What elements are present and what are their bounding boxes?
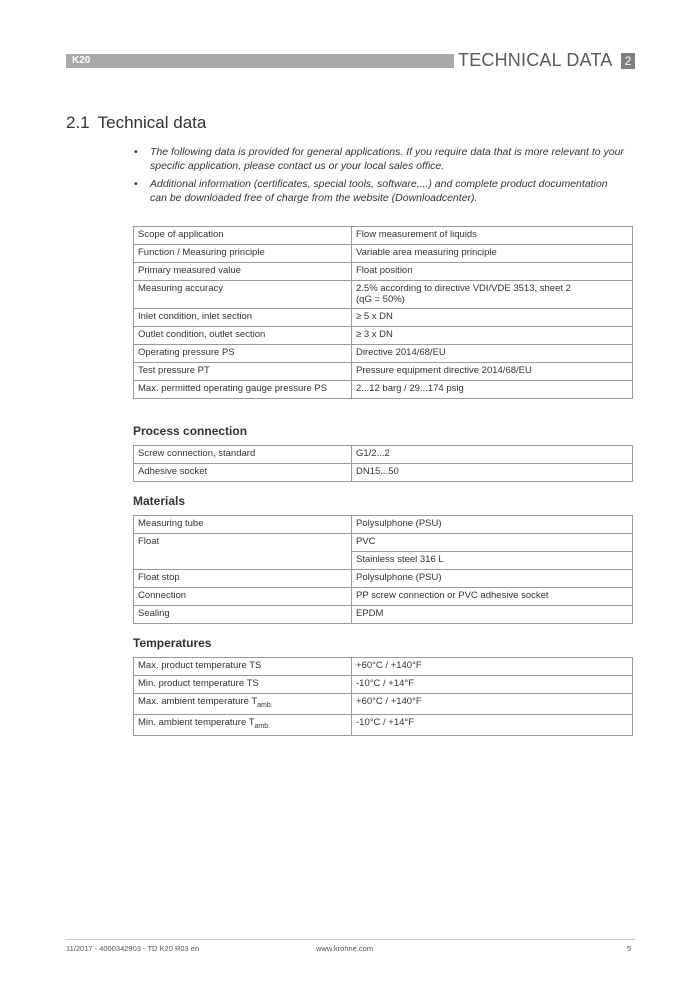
table-value: PVC (352, 534, 633, 552)
table-value: Directive 2014/68/EU (352, 345, 633, 363)
section-title: Technical data (97, 113, 207, 132)
process-connection-heading: Process connection (133, 424, 248, 438)
process-connection-table (133, 445, 633, 482)
bullet-icon: • (134, 146, 138, 158)
table-value: Stainless steel 316 L (352, 552, 633, 570)
table-value: Pressure equipment directive 2014/68/EU (352, 363, 633, 381)
table-row (134, 588, 633, 606)
section-heading (66, 113, 206, 133)
bullet-item: • Additional information (certificates, special tools, software,...) and complete product documentation can be downloaded free of charge from the website (Downloadcenter). (134, 178, 608, 204)
table-value: -10°C / +14°F (352, 714, 633, 735)
table-value: G1/2...2 (352, 446, 633, 464)
table-value: DN15...50 (352, 464, 633, 482)
table-row (134, 327, 633, 345)
table-row (134, 606, 633, 624)
header-bar (66, 54, 454, 68)
materials-table (133, 515, 633, 624)
section-number: 2.1 (66, 113, 90, 132)
page-header (66, 52, 635, 70)
chapter-title: TECHNICAL DATA (458, 50, 613, 70)
bullet-item: • The following data is provided for general applications. If you require data that is more relevant to your specific application, please contact us or your local sales office. (134, 146, 624, 172)
table-key: Max. permitted operating gauge pressure PS (134, 381, 352, 399)
footer-doc-id: 11/2017 - 4000342903 - TD K20 R03 en (66, 944, 200, 953)
table-row (134, 309, 633, 327)
temperatures-table (133, 657, 633, 736)
table-value: 2...12 barg / 29...174 psig (352, 381, 633, 399)
table-key: Sealing (134, 606, 352, 624)
table-key: Max. product temperature TS (134, 658, 352, 676)
table-row (134, 658, 633, 676)
general-data-table (133, 226, 633, 399)
table-row (134, 694, 633, 715)
table-key: Primary measured value (134, 263, 352, 281)
table-value: -10°C / +14°F (352, 676, 633, 694)
table-key: Float (134, 534, 352, 570)
table-key: Scope of application (134, 227, 352, 245)
table-key: Function / Measuring principle (134, 245, 352, 263)
table-row (134, 570, 633, 588)
table-row (134, 714, 633, 735)
table-key: Max. ambient temperature $T_{amb.}$ (134, 694, 352, 715)
table-row (134, 281, 633, 309)
materials-heading: Materials (133, 494, 186, 508)
table-key: Min. ambient temperature $T_{amb.}$ (134, 714, 352, 735)
table-value: +60°C / +140°F (352, 694, 633, 715)
table-value: Flow measurement of liquids (352, 227, 633, 245)
table-value: 2.5% according to directive VDI/VDE 3513, sheet 2 (qG = 50%) (352, 281, 633, 309)
table-row (134, 245, 633, 263)
table-key: Connection (134, 588, 352, 606)
table-key: Test pressure PT (134, 363, 352, 381)
table-key: Float stop (134, 570, 352, 588)
table-key: Screw connection, standard (134, 446, 352, 464)
table-row (134, 227, 633, 245)
table-row (134, 381, 633, 399)
table-key: Measuring tube (134, 516, 352, 534)
temperatures-heading: Temperatures (133, 636, 212, 650)
table-value: ≥ 3 x DN (352, 327, 633, 345)
table-row (134, 363, 633, 381)
table-value: PP screw connection or PVC adhesive socket (352, 588, 633, 606)
table-key: Measuring accuracy (134, 281, 352, 309)
footer-page-number: 5 (627, 944, 632, 953)
table-row (134, 263, 633, 281)
table-row (134, 446, 633, 464)
table-key: Min. product temperature TS (134, 676, 352, 694)
table-value: Float position (352, 263, 633, 281)
table-row (134, 464, 633, 482)
footer-divider (66, 939, 635, 940)
footer-website: www.krohne.com (316, 944, 374, 953)
product-name: K20 (72, 55, 91, 66)
table-key: Adhesive socket (134, 464, 352, 482)
table-value: ≥ 5 x DN (352, 309, 633, 327)
table-value: EPDM (352, 606, 633, 624)
table-key: Inlet condition, inlet section (134, 309, 352, 327)
table-row (134, 534, 633, 552)
table-row (134, 516, 633, 534)
chapter-number: 2 (621, 53, 635, 69)
table-value: Polysulphone (PSU) (352, 516, 633, 534)
info-bullets (134, 146, 624, 210)
table-key: Outlet condition, outlet section (134, 327, 352, 345)
bullet-icon: • (134, 178, 138, 190)
table-row (134, 345, 633, 363)
table-value: Polysulphone (PSU) (352, 570, 633, 588)
table-key: Operating pressure PS (134, 345, 352, 363)
table-row (134, 676, 633, 694)
table-value: +60°C / +140°F (352, 658, 633, 676)
table-value: Variable area measuring principle (352, 245, 633, 263)
